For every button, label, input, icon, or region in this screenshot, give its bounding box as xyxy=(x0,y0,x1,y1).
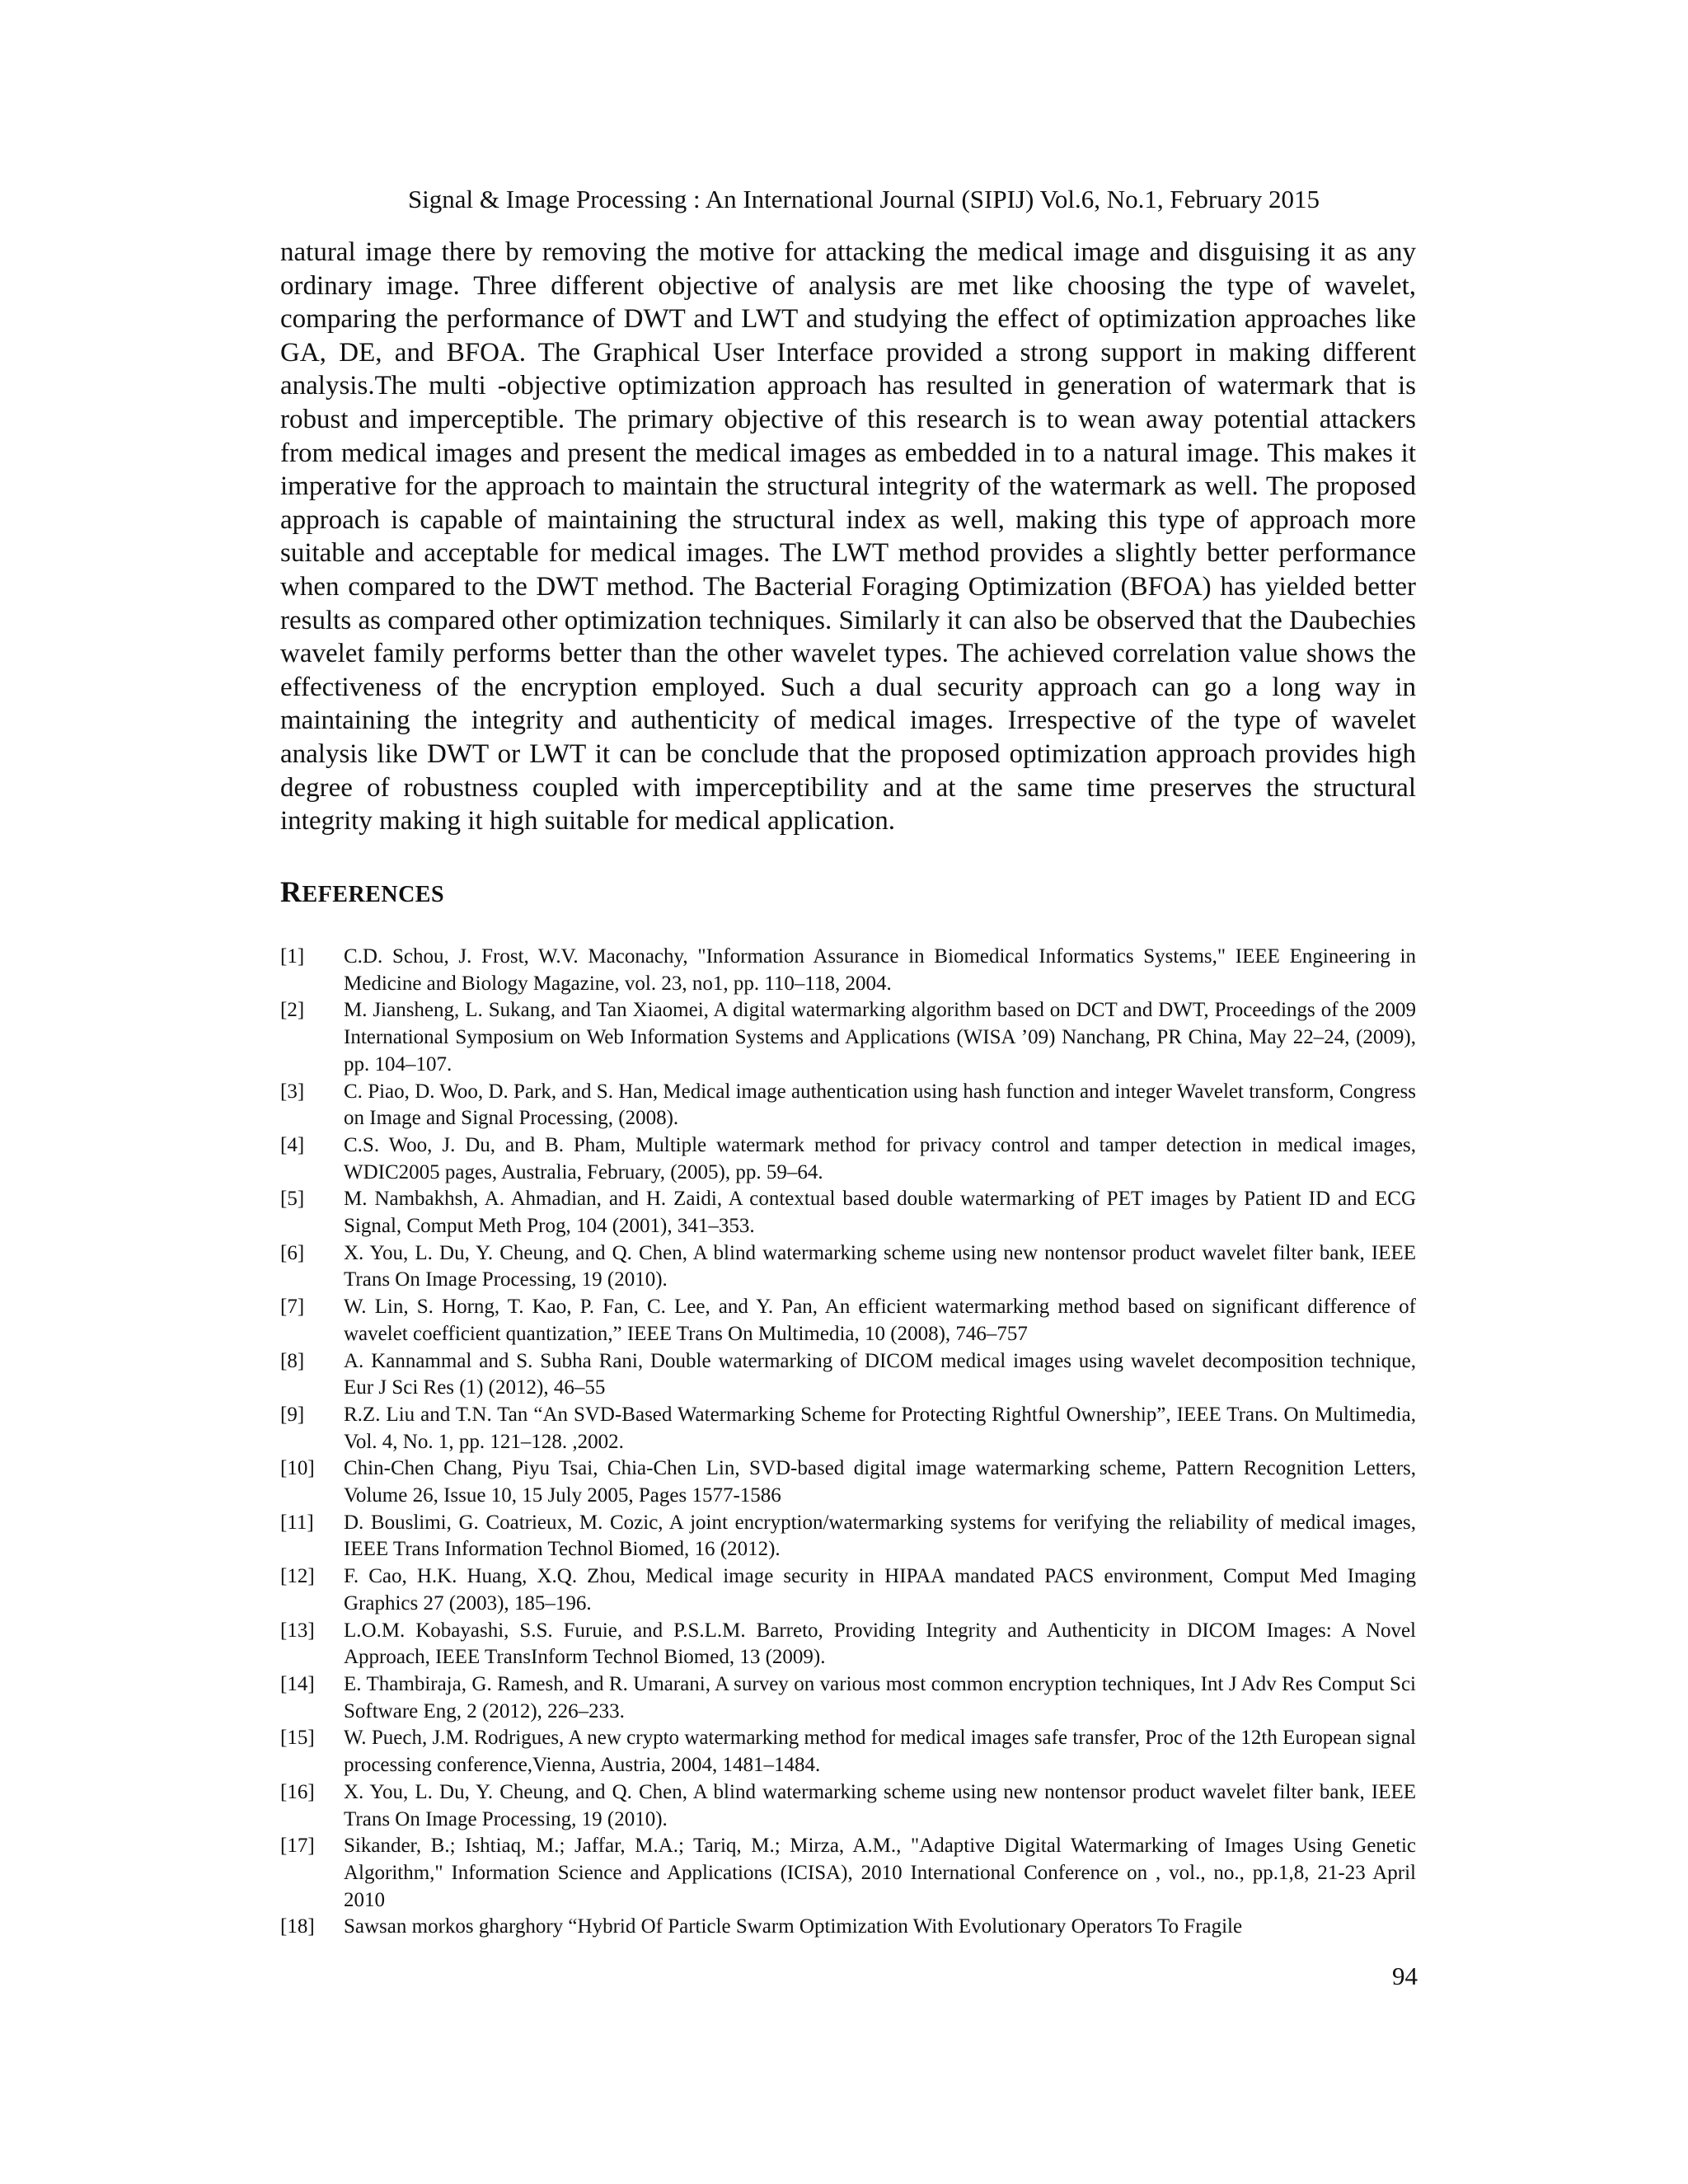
reference-item xyxy=(280,1914,1416,1941)
reference-text: L.O.M. Kobayashi, S.S. Furuie, and P.S.L.M. Barreto, Providing Integrity and Authenticity in DICOM Images: A Novel Approach, IEEE TransInform Technol Biomed, 13 (2009). xyxy=(344,1619,1416,1669)
reference-item xyxy=(280,1510,1416,1563)
reference-number: [18] xyxy=(280,1915,315,1938)
reference-item xyxy=(280,1455,1416,1509)
reference-text: A. Kannammal and S. Subha Rani, Double watermarking of DICOM medical images using wavelet decomposition technique, Eur J Sci Res (1) (2012), 46–55 xyxy=(344,1349,1416,1399)
reference-item xyxy=(280,1294,1416,1347)
reference-number: [6] xyxy=(280,1241,305,1264)
page-number: 94 xyxy=(1392,1961,1418,1990)
reference-number: [9] xyxy=(280,1403,305,1426)
reference-text: W. Lin, S. Horng, T. Kao, P. Fan, C. Lee, and Y. Pan, An efficient watermarking method based on significant difference of wavelet coefficient quantization,” IEEE Trans On Multimedia, 10 (2008), 746–757 xyxy=(344,1296,1416,1345)
reference-text: F. Cao, H.K. Huang, X.Q. Zhou, Medical image security in HIPAA mandated PACS environment, Comput Med Imaging Graphics 27 (2003), 185–196. xyxy=(344,1565,1416,1615)
reference-number: [13] xyxy=(280,1619,315,1642)
reference-item xyxy=(280,1563,1416,1617)
reference-number: [15] xyxy=(280,1727,315,1750)
reference-text: C.S. Woo, J. Du, and B. Pham, Multiple watermark method for privacy control and tamper detection in medical images, WDIC2005 pages, Australia, February, (2005), pp. 59–64. xyxy=(344,1133,1416,1183)
reference-number: [14] xyxy=(280,1672,315,1695)
reference-item xyxy=(280,1079,1416,1132)
reference-item xyxy=(280,1240,1416,1294)
conclusion-paragraph: natural image there by removing the motive for attacking the medical image and disguising it as any ordinary image. Three different objective of analysis are met like choosing the type of wavelet, comparing the performance of DWT and LWT and studying the effect of optimization approaches like GA, DE, and BFOA. The Graphical User Interface provided a strong support in making different analysis.The multi -objective optimization approach has resulted in generation of watermark that is robust and imperceptible. The primary objective of this research is to wean away potential attackers from medical images and present the medical images as embedded in to a natural image. This makes it imperative for the approach to maintain the structural integrity of the watermark as well. The proposed approach is capable of maintaining the structural index as well, making this type of approach more suitable and acceptable for medical images. The LWT method provides a slightly better performance when compared to the DWT method. The Bacterial Foraging Optimization (BFOA) has yielded better results as compared other optimization techniques. Similarly it can also be observed that the Daubechies wavelet family performs better than the other wavelet types. The achieved correlation value shows the effectiveness of the encryption employed. Such a dual security approach can go a long way in maintaining the integrity and authenticity of medical images. Irrespective of the type of wavelet analysis like DWT or LWT it can be conclude that the proposed optimization approach provides high degree of robustness coupled with imperceptibility and at the same time preserves the structural integrity making it high suitable for medical application. xyxy=(280,237,1416,837)
reference-number: [8] xyxy=(280,1349,305,1372)
reference-text: E. Thambiraja, G. Ramesh, and R. Umarani, A survey on various most common encryption techniques, Int J Adv Res Comput Sci Software Eng, 2 (2012), 226–233. xyxy=(344,1672,1416,1722)
reference-item xyxy=(280,1671,1416,1725)
running-header: Signal & Image Processing : An International Journal (SIPIJ) Vol.6, No.1, February 2015 xyxy=(407,185,1320,213)
reference-list xyxy=(280,944,1416,1941)
reference-text: X. You, L. Du, Y. Cheung, and Q. Chen, A blind watermarking scheme using new nontensor product wavelet filter bank, IEEE Trans On Image Processing, 19 (2010). xyxy=(344,1780,1416,1830)
reference-number: [10] xyxy=(280,1457,315,1480)
reference-item xyxy=(280,944,1416,997)
reference-text: Sikander, B.; Ishtiaq, M.; Jaffar, M.A.; Tariq, M.; Mirza, A.M., "Adaptive Digital Watermarking of Images Using Genetic Algorithm," Information Science and Applications (ICISA), 2010 International Conference on , vol., no., pp.1,8, 21-23 April 2010 xyxy=(344,1835,1416,1911)
reference-item xyxy=(280,1618,1416,1671)
reference-number: [7] xyxy=(280,1296,305,1319)
references-heading-initial: R xyxy=(280,875,302,908)
reference-text: R.Z. Liu and T.N. Tan “An SVD-Based Watermarking Scheme for Protecting Rightful Ownership”, IEEE Trans. On Multimedia, Vol. 4, No. 1, pp. 121–128. ,2002. xyxy=(344,1403,1416,1453)
references-heading-rest: EFERENCES xyxy=(302,882,445,907)
reference-number: [17] xyxy=(280,1835,315,1858)
reference-text: C. Piao, D. Woo, D. Park, and S. Han, Medical image authentication using hash function and integer Wavelet transform, Congress on Image and Signal Processing, (2008). xyxy=(344,1080,1416,1130)
reference-text: M. Jiansheng, L. Sukang, and Tan Xiaomei, A digital watermarking algorithm based on DCT and DWT, Proceedings of the 2009 International Symposium on Web Information Systems and Applications (WISA ’09) Nanchang, PR China, May 22–24, (2009), pp. 104–107. xyxy=(344,999,1416,1076)
reference-number: [3] xyxy=(280,1080,305,1103)
reference-text: C.D. Schou, J. Frost, W.V. Maconachy, "Information Assurance in Biomedical Informatics Systems," IEEE Engineering in Medicine and Biology Magazine, vol. 23, no1, pp. 110–118, 2004. xyxy=(344,945,1416,995)
reference-text: Sawsan morkos gharghory “Hybrid Of Particle Swarm Optimization With Evolutionary Operators To Fragile xyxy=(344,1915,1243,1938)
reference-number: [12] xyxy=(280,1565,315,1588)
reference-number: [4] xyxy=(280,1133,305,1156)
reference-item xyxy=(280,1833,1416,1914)
reference-item xyxy=(280,997,1416,1078)
reference-item xyxy=(280,1725,1416,1779)
reference-text: Chin-Chen Chang, Piyu Tsai, Chia-Chen Lin, SVD-based digital image watermarking scheme, Pattern Recognition Letters, Volume 26, Issue 10, 15 July 2005, Pages 1577-1586 xyxy=(344,1457,1416,1507)
reference-number: [1] xyxy=(280,945,305,968)
reference-text: M. Nambakhsh, A. Ahmadian, and H. Zaidi, A contextual based double watermarking of PET images by Patient ID and ECG Signal, Comput Meth Prog, 104 (2001), 341–353. xyxy=(344,1188,1416,1238)
reference-item xyxy=(280,1779,1416,1833)
reference-item xyxy=(280,1186,1416,1240)
reference-text: W. Puech, J.M. Rodrigues, A new crypto watermarking method for medical images safe transfer, Proc of the 12th European signal processing conference,Vienna, Austria, 2004, 1481–1484. xyxy=(344,1727,1416,1777)
reference-item xyxy=(280,1348,1416,1402)
reference-item xyxy=(280,1132,1416,1186)
reference-number: [5] xyxy=(280,1188,305,1211)
reference-number: [11] xyxy=(280,1511,314,1534)
reference-number: [16] xyxy=(280,1780,315,1803)
reference-number: [2] xyxy=(280,999,305,1022)
references-heading xyxy=(280,875,444,912)
reference-item xyxy=(280,1402,1416,1455)
reference-text: D. Bouslimi, G. Coatrieux, M. Cozic, A joint encryption/watermarking systems for verifying the reliability of medical images, IEEE Trans Information Technol Biomed, 16 (2012). xyxy=(344,1511,1416,1561)
reference-text: X. You, L. Du, Y. Cheung, and Q. Chen, A blind watermarking scheme using new nontensor product wavelet filter bank, IEEE Trans On Image Processing, 19 (2010). xyxy=(344,1241,1416,1291)
